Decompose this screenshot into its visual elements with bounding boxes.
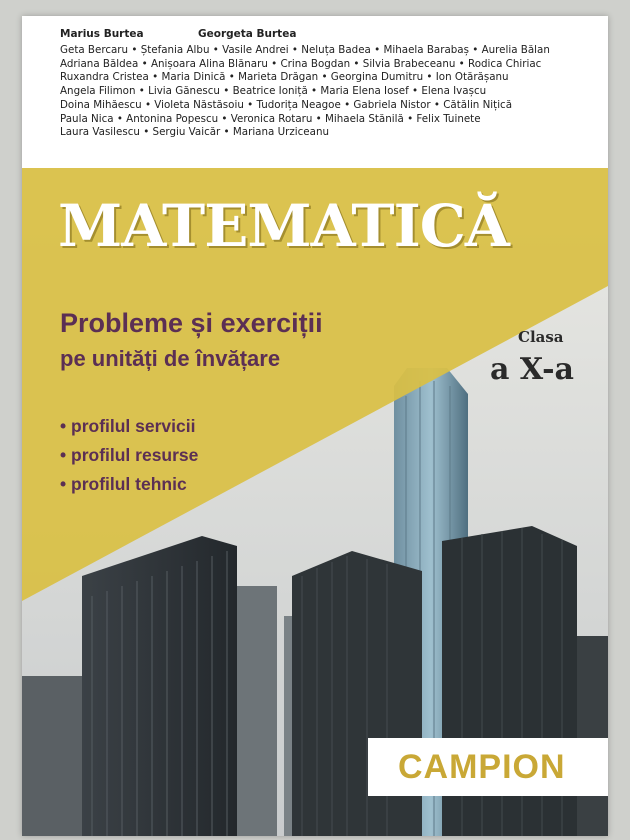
authors-line: Laura Vasilescu • Sergiu Vaicăr • Mariana Urziceanu (60, 126, 329, 139)
profile-item: • profilul tehnic (60, 470, 198, 499)
book-cover (22, 16, 608, 836)
class-value: a X-a (490, 352, 574, 387)
author-main-1: Marius Burtea (60, 28, 144, 40)
author-main-2: Georgeta Burtea (198, 28, 297, 40)
book-subtitle: Probleme și exerciții (60, 308, 323, 338)
publisher-name: CAMPION (398, 748, 566, 786)
authors-line: Geta Bercaru • Ștefania Albu • Vasile Andrei • Neluța Badea • Mihaela Barabaș • Aurelia Bălan (60, 44, 550, 56)
authors-line: Angela Filimon • Livia Gănescu • Beatrice Ioniță • Maria Elena Iosef • Elena Ivașcu (60, 85, 487, 98)
authors-line: Paula Nica • Antonina Popescu • Veronica Rotaru • Mihaela Stănilă • Felix Tuinete (60, 112, 481, 125)
publisher-logo (368, 738, 608, 796)
authors-line: Adriana Băldea • Anișoara Alina Blănaru • Crina Bogdan • Silvia Brabeceanu • Rodica Chiriac (60, 57, 542, 70)
authors-line: Doina Mihăescu • Violeta Năstăsoiu • Tudorița Neagoe • Gabriela Nistor • Cătălin Nițică (60, 98, 513, 111)
profiles-list (60, 412, 198, 499)
profile-item: • profilul resurse (60, 441, 198, 470)
book-title: MATEMATICĂ (58, 192, 509, 260)
authors-list (60, 44, 600, 140)
profile-item: • profilul servicii (60, 412, 198, 441)
authors-line: Ruxandra Cristea • Maria Dinică • Marieta Drăgan • Georgina Dumitru • Ion Otărășanu (60, 71, 509, 84)
class-label: Clasa (518, 328, 564, 346)
book-subtitle-line2: pe unități de învățare (60, 346, 281, 371)
